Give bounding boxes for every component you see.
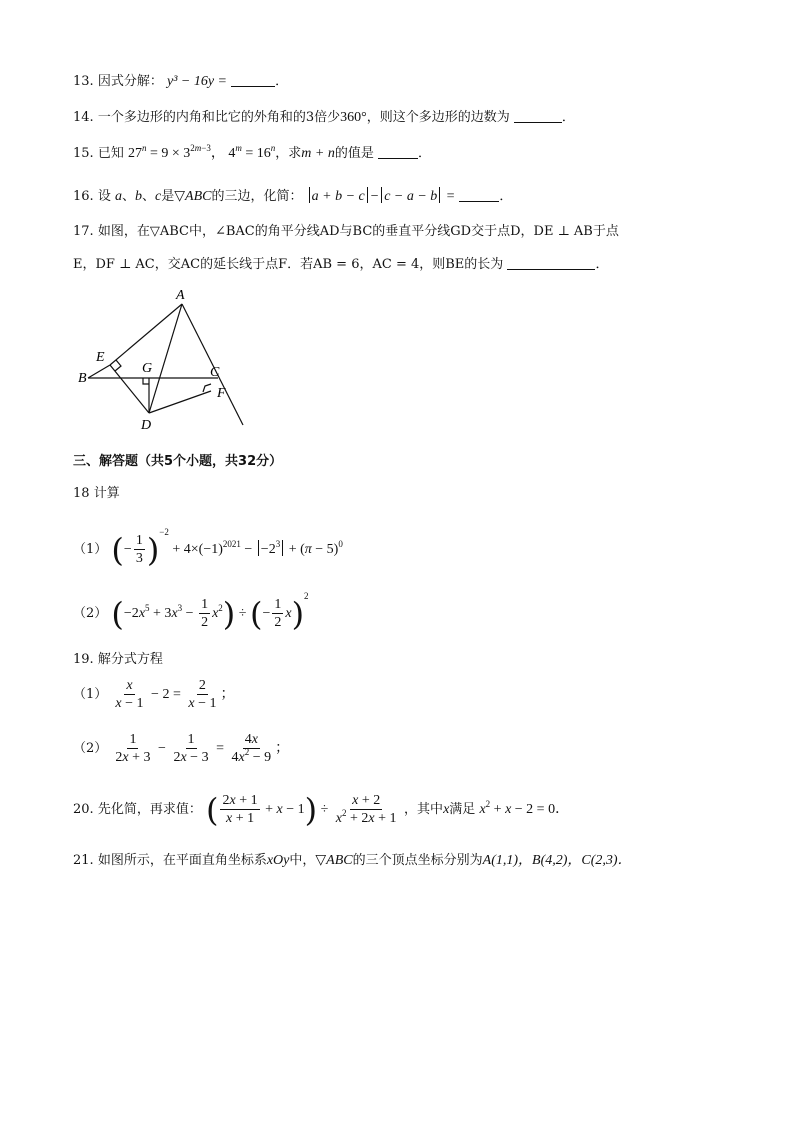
question-text: 因式分解： [97, 74, 163, 89]
math-expression: ($-2x^5 + 3x^3$ − $\frac{1}{2}$ $x^2$) ÷ (− $\frac{1}{2}$ x)$^2$ [111, 591, 309, 633]
math-expression: $x^2 + x - 2 = 0$． [479, 799, 570, 817]
question-15: 15. 已知 $27^n = 9 \times 3^{2m-3}$， $4^m = 16^n$，求m + n的值是 ． [73, 143, 432, 161]
question-number: 21. [73, 853, 94, 868]
answer-blank [514, 108, 562, 123]
question-number: 17. [73, 224, 94, 239]
part-label: （1） [73, 687, 108, 702]
label-F: F [217, 386, 226, 401]
label-D: D [141, 418, 152, 433]
question-text: 的三边，化简： [211, 189, 303, 204]
answer-blank [378, 144, 418, 159]
question-19-part-2 [73, 729, 289, 769]
question-16: 16. 设 a、b、c是▽ABC的三边，化简： a + b − c − c − a − b = ． [73, 189, 513, 204]
question-text: 的值是 [334, 146, 374, 161]
math-expression: a [114, 189, 122, 204]
question-text: ，求 [275, 146, 302, 161]
question-18-part-2 [73, 591, 309, 634]
question-text: ，其中 [404, 802, 444, 817]
question-number: 13. [73, 74, 94, 89]
question-13: 13. 因式分解： y³ − 16y = ． [73, 74, 289, 89]
question-text: ，则这个多边形的边数为 [366, 110, 510, 125]
part-label: （2） [73, 741, 108, 756]
math-expression: 360° [340, 110, 367, 125]
question-number: 14. [73, 110, 94, 125]
math-expression: y³ − 16y = [166, 74, 228, 89]
question-19 [73, 650, 163, 670]
question-19-part-1 [73, 675, 234, 715]
question-text: 如图所示，在平面直角坐标系 [97, 853, 267, 868]
question-20: 20. 先化简，再求值： ( $\frac{2x + 1}{x + 1}$ + x − 1) ÷ $\frac{x + 2}{x^2 + 2x + 1}$ ，其中x满足 $x^2 + x - 2 = 0$． [73, 790, 570, 829]
math-expression: ▽ABC [315, 853, 353, 868]
math-expression: A(1,1)，B(4,2)，C(2,3)． [482, 853, 632, 868]
math-expression: $27^n = 9 \times 3^{2m-3}$， $4^m = 16^n$ [127, 143, 276, 161]
label-E: E [96, 350, 105, 365]
question-text: 如图，在▽ABC中，∠BAC的角平分线AD与BC的垂直平分线GD交于点D，DE ⊥ AB于点 [97, 224, 619, 239]
question-number: 18 [73, 486, 90, 501]
question-text: 已知 [97, 146, 124, 161]
question-text: 设 [97, 189, 111, 204]
question-number: 16. [73, 189, 94, 204]
math-expression: m + n [301, 146, 335, 161]
label-C: C [210, 365, 220, 380]
section-heading: 三、解答题（共5个小题，共32分） [73, 454, 283, 469]
part-label: （2） [73, 606, 108, 621]
math-expression: $\frac{x}{x - 1}$ − 2 = $\frac{2}{x - 1}$ ； [115, 678, 235, 712]
label-G: G [142, 361, 153, 376]
question-17-line-2: E，DF ⊥ AC，交AC的延长线于点F．若AB = 6，AC = 4，则BE的长为 ． [73, 257, 609, 272]
question-number: 19. [73, 652, 94, 667]
question-text: 是 [161, 189, 175, 204]
question-text: 先化简，再求值： [97, 802, 202, 817]
question-text: 中， [289, 853, 316, 868]
question-text: 一个多边形的内角和比它的外角和的3倍少 [97, 110, 341, 125]
label-A: A [176, 288, 185, 303]
question-14: 14. 一个多边形的内角和比它的外角和的3倍少360°，则这个多边形的边数为 ． [73, 110, 575, 125]
math-expression: ( $\frac{2x + 1}{x + 1}$ + x − 1) ÷ $\frac{x + 2}{x^2 + 2x + 1}$ [205, 790, 397, 829]
question-21 [73, 851, 632, 871]
question-text: 的三个顶点坐标分别为 [352, 853, 483, 868]
question-text: 计算 [93, 486, 120, 501]
question-text: 解分式方程 [97, 652, 163, 667]
math-expression: (− $\frac{1}{3}$ )$^{-2} + 4\times(-1)^{2021} - -2^3 + (\pi - 5)^0$ [111, 527, 343, 569]
question-18-part-1 [73, 527, 343, 570]
question-18 [73, 484, 120, 504]
question-number: 20. [73, 802, 94, 817]
answer-blank [507, 255, 595, 270]
label-B: B [78, 371, 87, 386]
question-text: 满足 [449, 802, 476, 817]
math-expression: a + b − c − c − a − b = [307, 189, 456, 204]
math-expression: $\frac{1}{2x + 3}$ − $\frac{1}{2x - 3}$ = $\frac{4x}{4x^2 - 9}$ ； [115, 732, 290, 766]
math-expression: xOy [266, 853, 290, 868]
answer-blank [231, 72, 275, 87]
geometry-figure [75, 285, 255, 435]
question-17-line-1 [73, 222, 619, 242]
answer-blank [459, 187, 499, 202]
question-number: 15. [73, 146, 94, 161]
question-text: E，DF ⊥ AC，交AC的延长线于点F．若AB = 6，AC = 4，则BE的长为 [73, 257, 504, 272]
part-label: （1） [73, 542, 108, 557]
math-expression: ▽ABC [174, 189, 212, 204]
